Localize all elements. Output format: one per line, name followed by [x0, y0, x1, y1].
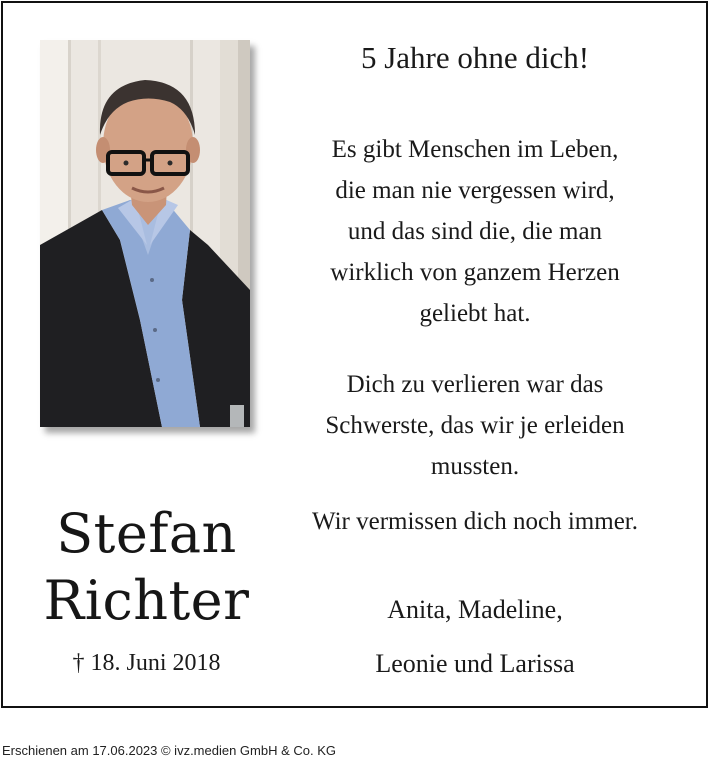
poem-line: geliebt hat.: [419, 300, 531, 327]
signature-line: Anita, Madeline,: [387, 595, 563, 624]
poem-line: wirklich von ganzem Herzen: [330, 259, 620, 286]
poem-line: Es gibt Menschen im Leben,: [331, 136, 619, 163]
poem-stanza-1: [275, 129, 675, 334]
signature-line: Leonie und Larissa: [375, 649, 575, 678]
mourners-signature: [275, 583, 675, 691]
poem-stanza-3: [275, 501, 675, 542]
memorial-headline: 5 Jahre ohne dich!: [360, 40, 590, 75]
poem-line: die man nie vergessen wird,: [335, 177, 615, 204]
publication-footer: Erschienen am 17.06.2023 © ivz.medien GmbH & Co. KG: [2, 743, 337, 758]
deceased-first-name: Stefan: [56, 502, 237, 565]
poem-line: Wir vermissen dich noch immer.: [311, 508, 638, 535]
poem-line: mussten.: [430, 453, 520, 480]
obituary-card: [1, 1, 708, 708]
poem-stanza-2: [275, 364, 675, 487]
deceased-last-name: Richter: [43, 569, 250, 632]
poem-line: Dich zu verlieren war das: [346, 371, 604, 398]
poem-line: Schwerste, das wir je erleiden: [325, 412, 625, 439]
death-date: † 18. Juni 2018: [72, 650, 221, 676]
poem-line: und das sind die, die man: [347, 218, 603, 245]
portrait-photo: [40, 40, 250, 427]
